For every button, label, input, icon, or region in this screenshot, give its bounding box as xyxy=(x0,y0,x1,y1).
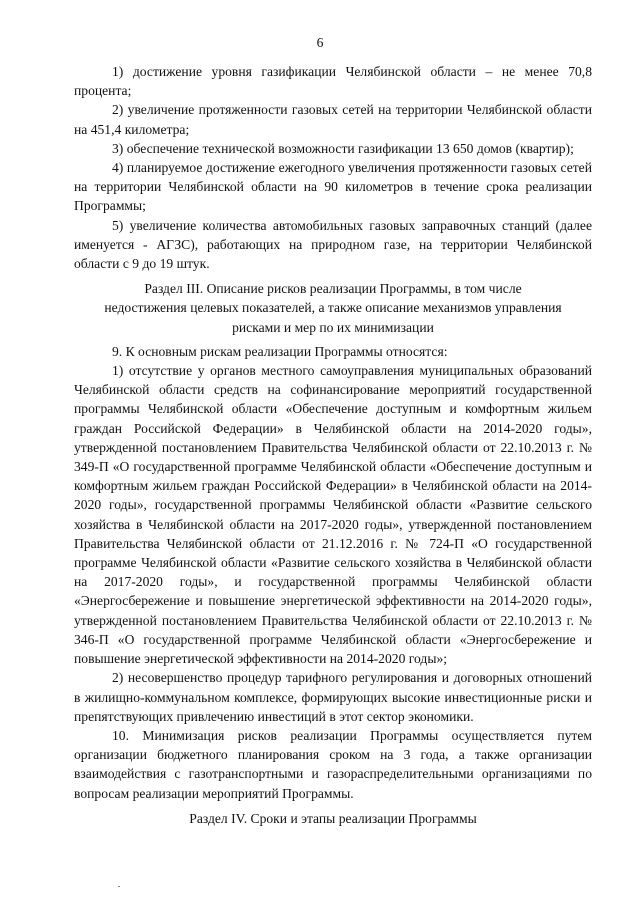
list-item: 3) обеспечение технической возможности газификации 13 650 домов (квартир); xyxy=(112,140,574,156)
risk-item-2: 2) несовершенство процедур тарифного регулирования и договорных отношений в жилищно-коммунальном комплексе, формирующих высокие инвестиционные риски и препятствующих привлечению инвестиций в этот сектор экономики. xyxy=(74,670,592,724)
paragraph-item-10: 10. Минимизация рисков реализации Программы осуществляется путем организации бюджетного планирования сроком на 3 года, а также организации взаимодействия с газотранспортными и газораспределительными организациями по вопросам реализации мероприятий Программы. xyxy=(74,727,592,801)
section-heading-3: Раздел III. Описание рисков реализации Программы, в том числе недостижения целевых показателей, а также описание механизмов управления рисками и мер по их минимизации xyxy=(104,281,562,335)
scan-speck xyxy=(118,886,120,887)
page-number: 6 xyxy=(316,35,324,50)
risk-item-1: 1) отсутствие у органов местного самоуправления муниципальных образований Челябинской области средств на софинансирование мероприятий государственной программы Челябинской области «Обеспечение доступным и комфортным жильем граждан Российской Федерации» в Челябинской области на 2014-2020 годы», утвержденной постановлением Правительства Челябинской области от 22.10.2013 г. № 349-П «О государственной программе Челябинской области «Обеспечение доступным и комфортным жильем граждан Российской Федерации» в Челябинской области на 2014-2020 годы», государственной программы Челябинской области «Развитие сельского хозяйства в Челябинской области на 2017-2020 годы», утвержденной постановлением Правительства Челябинской области от 21.12.2016 г. № 724-П «О государственной программе Челябинской области «Развитие сельского хозяйства в Челябинской области на 2017-2020 годы», и государственной программы Челябинской области «Энергосбережение и повышение энергетической эффективности на 2014-2020 годы», утвержденной постановлением Правительства Челябинской области от 22.10.2013 г. № 346-П «О государственной программе Челябинской области «Энергосбережение и повышение энергетической эффективности на 2014-2020 годы»; xyxy=(74,363,592,667)
list-item: 2) увеличение протяженности газовых сетей на территории Челябинской области на 451,4 километра; xyxy=(74,102,592,137)
section-heading-4: Раздел IV. Сроки и этапы реализации Программы xyxy=(189,810,477,826)
page-content xyxy=(74,62,592,833)
list-item: 1) достижение уровня газификации Челябинской области – не менее 70,8 процента; xyxy=(74,64,592,99)
paragraph-item-9: 9. К основным рискам реализации Программы относятся: xyxy=(112,343,448,359)
list-item: 5) увеличение количества автомобильных газовых заправочных станций (далее именуется - АГЗС), работающих на природном газе, на территории Челябинской области с 9 до 19 штук. xyxy=(74,217,592,272)
list-item: 4) планируемое достижение ежегодного увеличения протяженности газовых сетей на территории Челябинской области на 90 километров в течение срока реализации Программы; xyxy=(74,160,592,214)
